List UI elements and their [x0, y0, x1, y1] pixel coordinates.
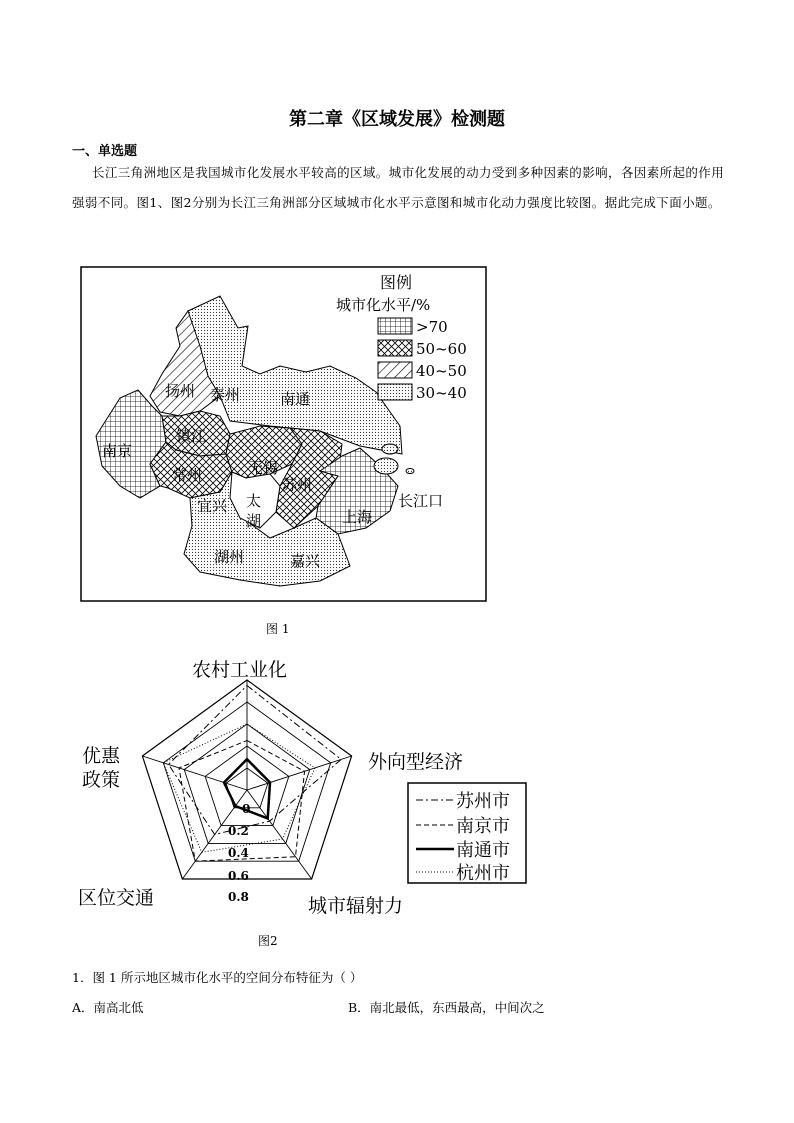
radar-spoke — [247, 790, 312, 879]
city-label: 宜兴 — [197, 497, 228, 515]
figure-2-caption: 图2 — [258, 934, 278, 948]
city-label: 苏州 — [282, 476, 313, 494]
island — [382, 444, 398, 454]
urbanization-map — [80, 266, 487, 602]
legend-title: 图例 — [380, 273, 413, 292]
island — [374, 458, 398, 474]
legend-label: 南通市 — [456, 840, 510, 861]
city-label: 嘉兴 — [290, 552, 321, 570]
figure-1-caption: 图 1 — [266, 622, 290, 636]
question-1: 1．图 1 所示地区城市化水平的空间分布特征为（ ） — [72, 970, 363, 985]
axis-label-policy: 政策 — [82, 769, 121, 791]
tick-label: 0.2 — [228, 824, 249, 838]
axis-label-rural-industrialization: 农村工业化 — [192, 659, 288, 681]
city-label: 无锡 — [248, 459, 279, 477]
legend-item: 30~40 — [416, 384, 467, 402]
radar-spoke — [247, 756, 352, 790]
city-label: 南京 — [102, 442, 133, 460]
legend-swatch-dot — [378, 384, 412, 400]
tick-label: 0.4 — [228, 846, 249, 860]
city-label: 上海 — [342, 508, 373, 526]
legend-label: 南京市 — [456, 816, 510, 837]
intro-paragraph: 长江三角洲地区是我国城市化发展水平较高的区域。城市化发展的动力受到多种因素的影响，各因素所起的作用强弱不同。图1、图2分别为长江三角洲部分区域城市化水平示意图和城市化动力强度比较图。据此完成下面小题。 — [72, 165, 725, 210]
city-label: 镇江 — [176, 427, 207, 445]
legend-swatch-grid — [378, 318, 412, 334]
page-title: 第二章《区域发展》检测题 — [289, 109, 505, 130]
city-label: 太 — [246, 492, 262, 510]
section-heading: 一、单选题 — [72, 144, 138, 159]
legend-subtitle: 城市化水平/% — [336, 296, 431, 314]
option-b: B．南北最低，东西最高，中间次之 — [348, 1000, 545, 1015]
axis-label-location-transport: 区位交通 — [78, 887, 155, 909]
axis-label-urban-radiation: 城市辐射力 — [308, 895, 404, 917]
legend-item: 40~50 — [416, 362, 467, 380]
legend-label: 苏州市 — [456, 791, 510, 812]
radar-chart — [70, 650, 530, 922]
city-label: 泰州 — [210, 386, 241, 404]
option-a: A．南高北低 — [72, 1000, 144, 1015]
legend-swatch-diag — [378, 362, 412, 378]
tick-label: 0.8 — [228, 890, 249, 904]
legend-item: 50~60 — [416, 340, 467, 358]
legend-item: >70 — [416, 318, 448, 336]
legend-label: 杭州市 — [456, 863, 510, 884]
island — [406, 469, 414, 474]
city-label: 湖 — [246, 512, 262, 530]
radar-series — [163, 686, 341, 862]
axis-label-policy: 优惠 — [82, 745, 121, 767]
city-label: 长江口 — [398, 492, 444, 510]
tick-label: 0 — [242, 802, 251, 816]
city-label: 常州 — [172, 466, 203, 484]
city-label: 南通 — [280, 390, 311, 408]
axis-label-export-economy: 外向型经济 — [368, 751, 464, 773]
city-label: 湖州 — [214, 548, 245, 566]
tick-label: 0.6 — [228, 869, 249, 883]
legend-swatch-cross — [378, 340, 412, 356]
city-label: 扬州 — [165, 382, 196, 400]
